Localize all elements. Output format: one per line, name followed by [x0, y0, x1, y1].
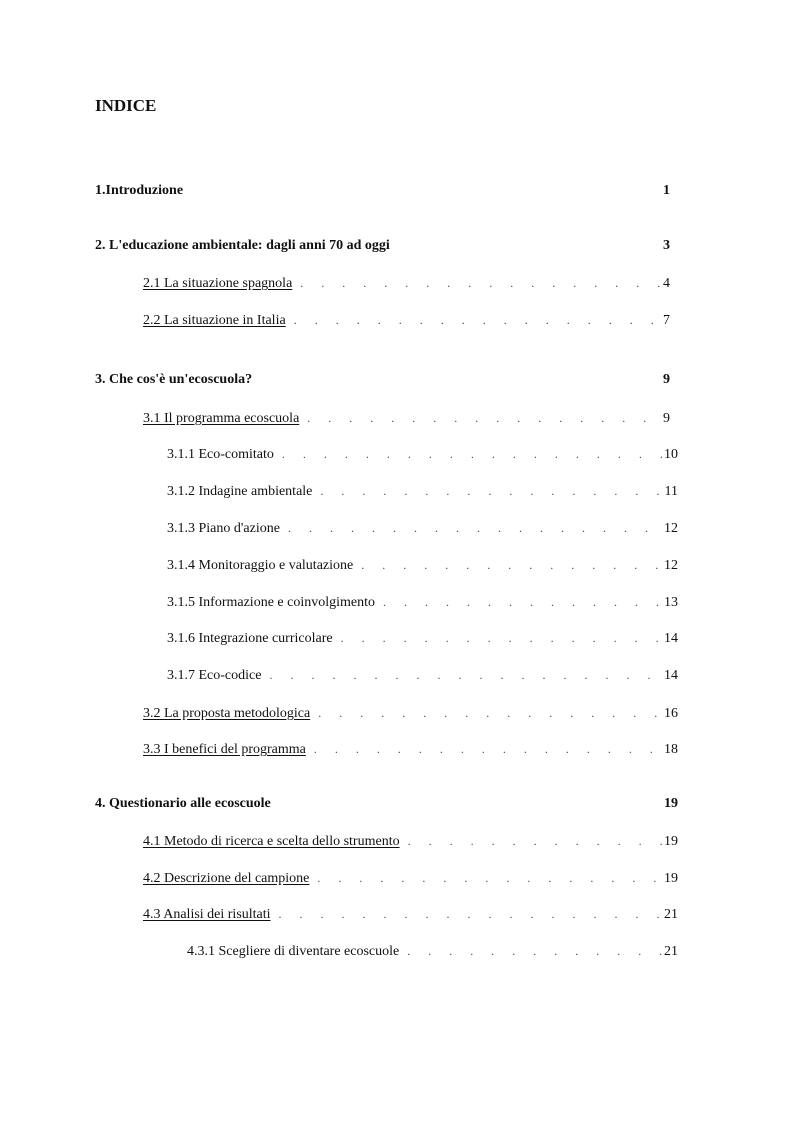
toc-entry-page: 16 — [664, 706, 678, 721]
dot-leader — [286, 311, 661, 329]
dot-leader — [400, 832, 662, 850]
toc-entry-page: 11 — [664, 484, 678, 499]
toc-entry-4-1[interactable] — [143, 832, 678, 851]
toc-entry-label: 3.1.6 Integrazione curricolare — [167, 631, 333, 646]
toc-entry-page: 12 — [664, 521, 678, 536]
toc-entry-page: 19 — [664, 834, 678, 849]
toc-entry-label: 3.1.1 Eco-comitato — [167, 447, 274, 462]
dot-leader — [333, 629, 662, 647]
dot-leader — [299, 409, 661, 427]
toc-entry-3-1-7[interactable] — [167, 666, 678, 685]
toc-entry-2-2[interactable] — [143, 311, 670, 330]
toc-entry-3-1-5[interactable] — [167, 593, 678, 612]
toc-entry-4-2[interactable] — [143, 869, 678, 888]
dot-leader — [399, 942, 662, 960]
dot-leader — [353, 556, 662, 574]
dot-leader — [274, 445, 662, 463]
toc-entry-4-3[interactable] — [143, 905, 678, 924]
toc-entry-page: 21 — [664, 907, 678, 922]
dot-leader — [261, 666, 662, 684]
toc-chapter-page: 19 — [664, 796, 678, 811]
toc-entry-link[interactable]: 4.2 Descrizione del campione — [143, 871, 310, 886]
toc-entry-page: 19 — [664, 871, 678, 886]
toc-entry-2-1[interactable] — [143, 274, 670, 293]
toc-entry-page: 14 — [664, 668, 678, 683]
toc-chapter-page: 9 — [663, 372, 670, 387]
toc-entry-page: 12 — [664, 558, 678, 573]
dot-leader — [375, 593, 662, 611]
toc-entry-3-1-1[interactable] — [167, 445, 678, 464]
dot-leader — [306, 740, 662, 758]
toc-entry-3-1-4[interactable] — [167, 556, 678, 575]
toc-entry-page: 18 — [664, 742, 678, 757]
toc-chapter-label: 3. Che cos'è un'ecoscuola? — [95, 372, 253, 387]
toc-entry-link[interactable]: 4.3 Analisi dei risultati — [143, 907, 271, 922]
dot-leader — [312, 482, 662, 500]
toc-entry-3-2[interactable] — [143, 704, 678, 723]
toc-chapter-page: 1 — [663, 183, 670, 198]
toc-entry-link[interactable]: 3.1 Il programma ecoscuola — [143, 411, 300, 426]
toc-entry-link[interactable]: 4.1 Metodo di ricerca e scelta dello strumento — [143, 834, 400, 849]
toc-chapter-page: 3 — [663, 238, 670, 253]
toc-entry-page: 14 — [664, 631, 678, 646]
toc-entry-link[interactable]: 3.3 I benefici del programma — [143, 742, 306, 757]
toc-entry-link[interactable]: 2.1 La situazione spagnola — [143, 276, 293, 291]
toc-entry-3-1-6[interactable] — [167, 629, 678, 648]
dot-leader — [310, 704, 662, 722]
toc-entry-page: 13 — [664, 595, 678, 610]
toc-entry-3-1[interactable] — [143, 409, 670, 428]
toc-entry-label: 3.1.4 Monitoraggio e valutazione — [167, 558, 354, 573]
toc-entry-label: 3.1.3 Piano d'azione — [167, 521, 280, 536]
toc-chapter-label: 2. L'educazione ambientale: dagli anni 70 ad oggi — [95, 238, 390, 253]
toc-entry-label: 3.1.2 Indagine ambientale — [167, 484, 313, 499]
toc-entry-page: 21 — [664, 944, 678, 959]
toc-entry-3-3[interactable] — [143, 740, 678, 759]
toc-entry-label: 4.3.1 Scegliere di diventare ecoscuole — [187, 944, 400, 959]
toc-entry-3-1-2[interactable] — [167, 482, 678, 501]
toc-title: INDICE — [95, 96, 157, 115]
toc-entry-4-3-1[interactable] — [187, 942, 678, 961]
toc-entry-link[interactable]: 2.2 La situazione in Italia — [143, 313, 286, 328]
toc-entry-page: 4 — [663, 276, 670, 291]
toc-entry-page: 10 — [664, 447, 678, 462]
toc-chapter-label: 1.Introduzione — [95, 183, 184, 198]
dot-leader — [292, 274, 661, 292]
toc-entry-page: 9 — [663, 411, 670, 426]
toc-entry-page: 7 — [663, 313, 670, 328]
toc-entry-link[interactable]: 3.2 La proposta metodologica — [143, 706, 311, 721]
dot-leader — [309, 869, 662, 887]
dot-leader — [271, 905, 662, 923]
toc-entry-3-1-3[interactable] — [167, 519, 678, 538]
toc-chapter-label: 4. Questionario alle ecoscuole — [95, 796, 271, 811]
toc-entry-label: 3.1.7 Eco-codice — [167, 668, 262, 683]
dot-leader — [280, 519, 662, 537]
toc-entry-label: 3.1.5 Informazione e coinvolgimento — [167, 595, 375, 610]
